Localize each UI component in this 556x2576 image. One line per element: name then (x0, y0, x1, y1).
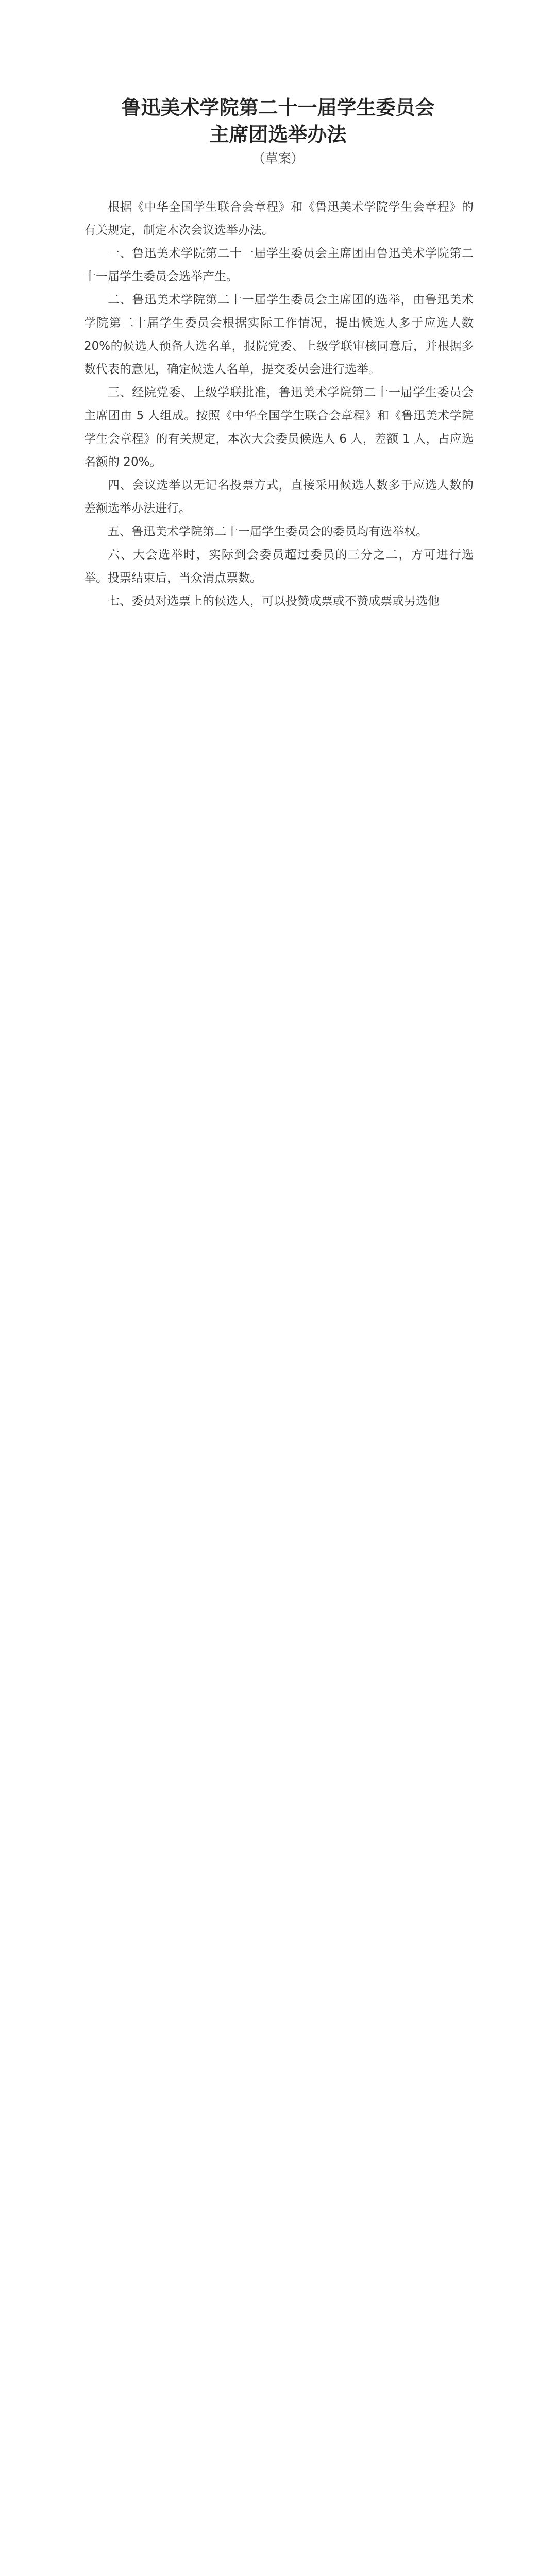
document-title-line-2: 主席团选举办法 (209, 123, 347, 146)
article-7-start: 七、委员对选票上的候选人，可以投赞成票或不赞成票或另选他 (108, 595, 440, 608)
article-2: 二、鲁迅美术学院第二十一届学生委员会主席团的选举，由鲁迅美术学院第二十届学生委员会根据实际工作情况，提出候选人多于应选人数 20%的候选人预备人选名单，报院党委、上级学联审核同意后，并根据多数代表的意见，确定候选人名单，提交委员会进行选举。 (84, 293, 474, 376)
document-page-1 (0, 0, 556, 788)
document-page-2 (0, 788, 556, 1577)
document-page-3 (0, 1577, 556, 2360)
page-1-body (84, 196, 474, 613)
article-3: 三、经院党委、上级学联批准，鲁迅美术学院第二十一届学生委员会主席团由 5 人组成。按照《中华全国学生联合会章程》和《鲁迅美术学院学生会章程》的有关规定，本次大会委员候选人 6 人，差额 1 人，占应选名额的 20%。 (84, 386, 474, 469)
document-title-line-1: 鲁迅美术学院第二十一届学生委员会 (121, 96, 435, 119)
article-4: 四、会议选举以无记名投票方式，直接采用候选人数多于应选人数的差额选举办法进行。 (84, 479, 474, 515)
article-1: 一、鲁迅美术学院第二十一届学生委员会主席团由鲁迅美术学院第二十一届学生委员会选举产生。 (84, 247, 474, 283)
article-6: 六、大会选举时，实际到会委员超过委员的三分之二，方可进行选举。投票结束后，当众清点票数。 (84, 548, 474, 585)
document-subtitle: （草案） (252, 151, 304, 166)
article-5: 五、鲁迅美术学院第二十一届学生委员会的委员均有选举权。 (108, 525, 428, 538)
paragraph-preamble: 根据《中华全国学生联合会章程》和《鲁迅美术学院学生会章程》的有关规定，制定本次会议选举办法。 (84, 200, 474, 237)
